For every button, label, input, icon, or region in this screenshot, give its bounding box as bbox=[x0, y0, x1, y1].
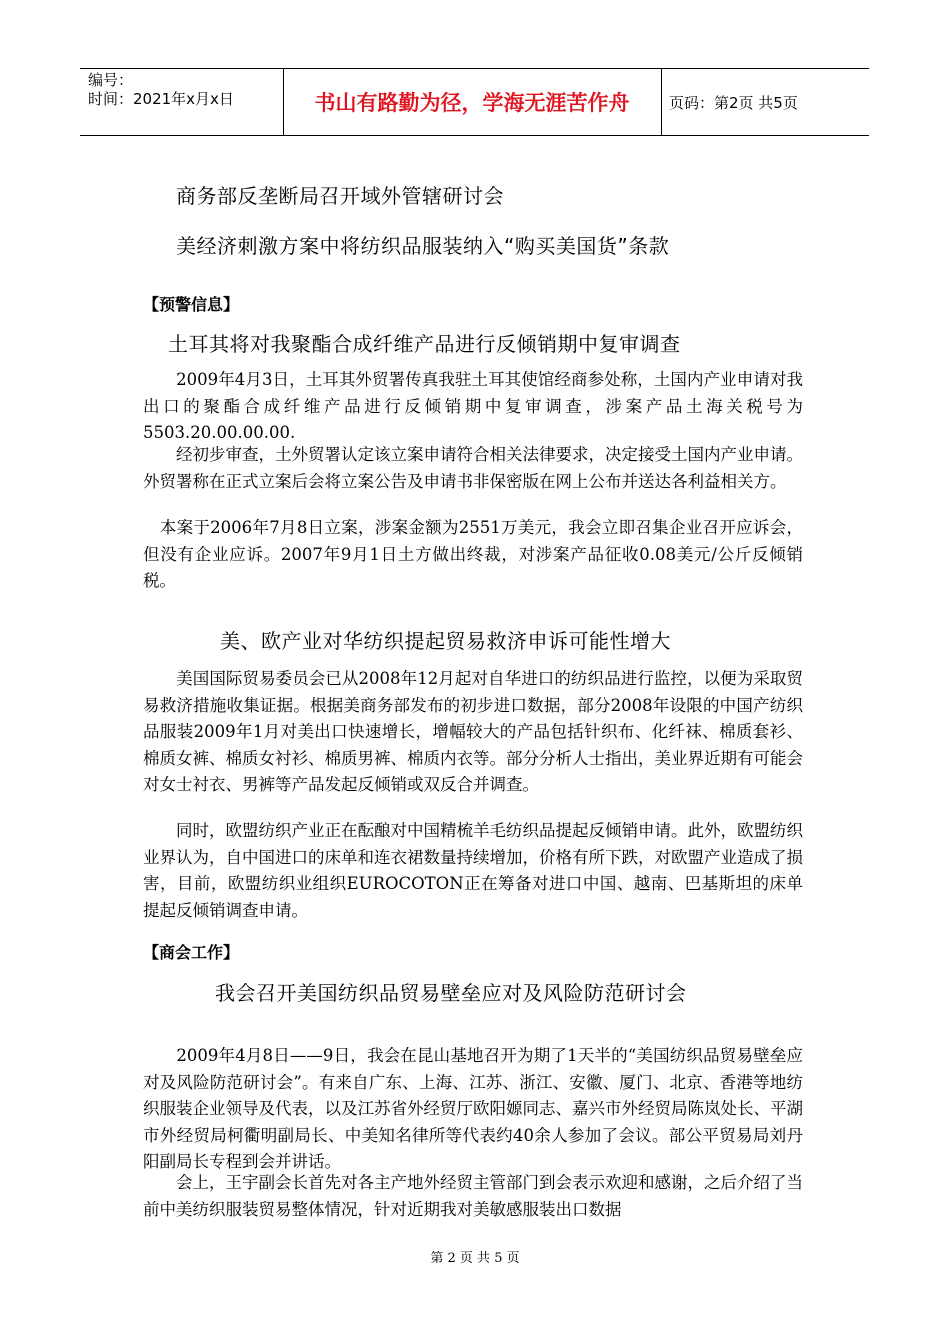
page-header bbox=[80, 68, 869, 136]
paragraph: 会上，王宇副会长首先对各主产地外经贸主管部门到会表示欢迎和感谢，之后介绍了当前中美纺织服装贸易整体情况，针对近期我对美敏感服装出口数据 bbox=[143, 1173, 803, 1219]
paragraph: 经初步审查，土外贸署认定该立案申请符合相关法律要求，决定接受土国内产业申请。外贸署称在正式立案后会将立案公告及申请书非保密版在网上公布并送达各利益相关方。 bbox=[143, 445, 803, 491]
header-meta bbox=[88, 71, 288, 109]
paragraph: 同时，欧盟纺织产业正在酝酿对中国精梳羊毛纺织品提起反倾销申请。此外，欧盟纺织业界认为，自中国进口的床单和连衣裙数量持续增加，价格有所下跌，对欧盟产业造成了损害，目前，欧盟纺织业组织EUROCOTON正在筹备对进口中国、越南、巴基斯坦的床单提起反倾销调查申请。 bbox=[143, 821, 803, 920]
article-title-turkey: 土耳其将对我聚酯合成纤维产品进行反倾销期中复审调查 bbox=[168, 332, 681, 356]
header-divider bbox=[661, 69, 662, 135]
title-antitrust: 商务部反垄断局召开域外管辖研讨会 bbox=[176, 184, 504, 208]
paragraph: 本案于2006年7月8日立案，涉案金额为2551万美元，我会立即召集企业召开应诉会，但没有企业应诉。2007年9月1日土方做出终裁，对涉案产品征收0.08美元/公斤反倾销税。 bbox=[143, 518, 803, 590]
date-label: 时间：2021年x月x日 bbox=[88, 90, 234, 108]
title-buy-american: 美经济刺激方案中将纺织品服装纳入“购买美国货”条款 bbox=[176, 234, 670, 258]
page-footer: 第 2 页 共 5 页 bbox=[430, 1251, 520, 1266]
header-motto: 书山有路勤为径，学海无涯苦作舟 bbox=[314, 91, 630, 115]
paragraph: 2009年4月3日，土耳其外贸署传真我驻土耳其使馆经商参处称，土国内产业申请对我出口的聚酯合成纤维产品进行反倾销期中复审调查，涉案产品土海关税号为5503.20.00.00.00. bbox=[143, 370, 803, 442]
header-page-label: 页码：第2页 共5页 bbox=[669, 93, 798, 112]
paragraph: 美国国际贸易委员会已从2008年12月起对自华进口的纺织品进行监控，以便为采取贸易救济措施收集证据。根据美商务部发布的初步进口数据，部分2008年设限的中国产纺织品服装2009年1月对美出口快速增长，增幅较大的产品包括针织布、化纤袜、棉质套衫、棉质女裤、棉质女衬衫、棉质男裤、棉质内衣等。部分分析人士指出，美业界近期有可能会对女士衬衣、男裤等产品发起反倾销或双反合并调查。 bbox=[143, 669, 803, 794]
section-label-chamber: 【商会工作】 bbox=[143, 943, 240, 962]
article-title-us-eu: 美、欧产业对华纺织提起贸易救济申诉可能性增大 bbox=[220, 629, 671, 653]
section-label-warning: 【预警信息】 bbox=[143, 295, 240, 314]
article-title-seminar: 我会召开美国纺织品贸易壁垒应对及风险防范研讨会 bbox=[215, 981, 687, 1005]
paragraph: 2009年4月8日——9日，我会在昆山基地召开为期了1天半的“美国纺织品贸易壁垒应对及风险防范研讨会”。有来自广东、上海、江苏、浙江、安徽、厦门、北京、香港等地纺织服装企业领导及代表，以及江苏省外经贸厅欧阳嫄同志、嘉兴市外经贸局陈岚处长、平湖市外经贸局柯衢明副局长、中美知名律所等代表约40余人参加了会议。部公平贸易局刘丹阳副局长专程到会并讲话。 bbox=[143, 1046, 803, 1171]
number-label: 编号： bbox=[88, 71, 134, 89]
